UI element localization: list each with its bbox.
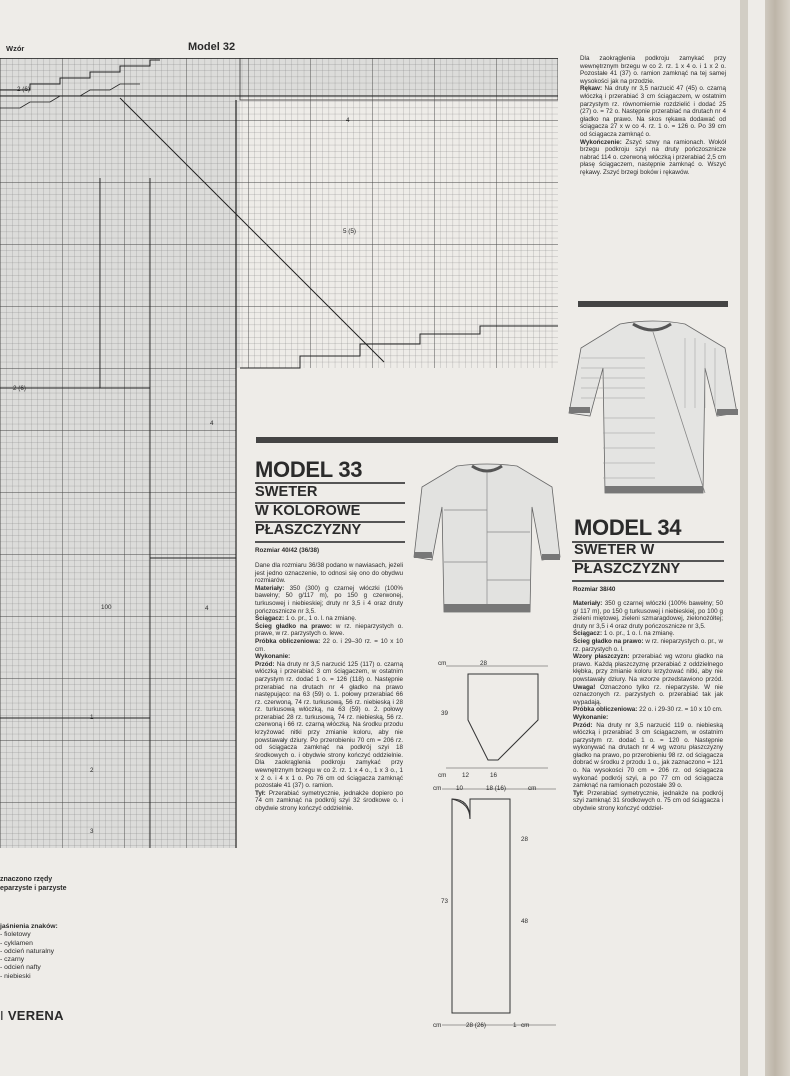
model-34-subtitle: SWETER W [574, 542, 655, 558]
back-label: Tył: [573, 789, 584, 797]
sleeve-schematic [438, 660, 558, 770]
dim-width: 28 (26) [466, 1022, 486, 1029]
front: Na druty nr 3,5 narzucić 125 (117) o. czarną włóczką i przerabiać 3 cm ściągaczem, w ostatnim parzystym rz. dodać 1 o. = 126 (118) o. Następnie przerabiać na drutach nr 4 gładko na prawo następująco: na 63 (59) o. 1. połowy przerabiać 66 rz. czerwoną, 74 rz. turkusową, 56 rz. niebieską i 28 rz. turkusową włóczką, na 63 (59) o. 2. połowy przerabiać 28 rz. turkusową, 74 rz. niebieską, 56 rz. czerwoną i 66 rz. czarną włóczką. Na środku przodu krzyżować nitki przy zmianie koloru, aby nie powstawały dziury. Po przerobieniu 70 cm = 206 rz. od ściągacza zamknąć na podkrój szyi 18 środkowych o. i obydwie strony kończyć oddzielnie. Dla zaokrąglenia podkroju zamykać przy wewnętrznym brzegu w co 2. rz. 1 x 4 o., 1 x 3 o., 1 x 2 o. i 4 x 1 o. Po 76 cm od ściągacza zamknąć pozostałe 41 (37) o. ramion. [255, 660, 404, 790]
instructions-label: Wykonanie: [255, 653, 291, 661]
legend-note [0, 875, 130, 893]
legend-item: - niebieski [0, 972, 31, 980]
gauge-label: Próbka obliczeniowa: [255, 637, 321, 645]
back: Przerabiać symetrycznie, jednakże na podkrój szyi zamknąć 31 środkowych o. 75 cm od ściągacza i obydwie strony kończyć oddziel- [573, 789, 723, 813]
dim-width: 18 (16) [486, 785, 506, 792]
dim-number: 1 [513, 1022, 517, 1029]
model-33-text [255, 562, 403, 813]
model-34-text [573, 600, 723, 813]
section-rule [578, 301, 728, 307]
dim-height: 28 [521, 836, 529, 843]
chart-label: 4 [210, 420, 214, 427]
model-33-subtitle: W KOLOROWE [255, 503, 361, 519]
chart-label: 2 (6) [13, 385, 26, 392]
title-underline [255, 541, 405, 543]
model-33-title: MODEL 33 [255, 457, 363, 482]
legend-item: - odcień nafty [0, 964, 41, 972]
dim-unit: cm [528, 785, 537, 792]
intro: Dane dla rozmiaru 36/38 podano w nawiasach, jeżeli jest jedno oznaczenie, to odnosi się ono do obydwu rozmiarów. [255, 562, 403, 585]
model-32-label: Model 32 [188, 41, 236, 53]
chart-label: 2 (6) [17, 86, 30, 93]
chart-label: 2 [90, 767, 94, 774]
front-label: Przód: [573, 721, 593, 729]
brand-name: VERENA [7, 1008, 64, 1023]
gauge-label: Próbka obliczeniowa: [573, 706, 638, 714]
dim-width: 12 [462, 772, 470, 779]
legend-heading: jaśnienia znaków: [0, 923, 58, 930]
materials: 350 (300) g czarnej włóczki (100% bawełny; 50 g/117 m), po 150 g czerwonej, turkusowej i niebieskiej; druty nr 3,5 i 4 oraz druty pończosznicze nr 3,5. [255, 584, 404, 615]
model-33-subtitle: SWETER [255, 484, 318, 500]
legend-note-line: eparzyste i parzyste [0, 885, 67, 892]
gauge: 22 o. i 29–30 rz. = 10 x 10 cm. [255, 637, 403, 653]
back-label: Tył: [255, 789, 266, 797]
dim-width: 28 [480, 660, 488, 667]
legend-item: - cyklamen [0, 939, 33, 947]
back: Przerabiać symetrycznie, jednakże dopiero po 74 cm zamknąć na podkrój szyi 32 środkowe o. i obydwie strony kończyć oddzielnie. [255, 789, 403, 812]
ribbing: 1 o. pr., 1 o. l. na zmianę. [285, 615, 357, 623]
front: Na druty nr 3,5 narzucić 119 o. niebieską włóczką i przerabiać 3 cm ściągaczem, w ostatnim parzystym rz. dodać 1 o. = 120 o. Następnie wykonywać na drutach nr 4 wg wzoru płaszczyzny gładko na prawo, po przerobieniu 98 rz. od ściągacza dobrać w środku z przodu 1 o., jak zaznaczono = 121 o. Na wysokości 70 cm = 206 rz. od ściągacza wykonać podkrój szyi, a po 77 cm od ściągacza zamknąć na ramionach pozostałe 39 o. [573, 721, 724, 790]
ribbing-label: Ściągacz: [255, 615, 285, 623]
model-33-size: Rozmiar 40/42 (36/38) [255, 547, 320, 554]
sleeve-label: Rękaw: [580, 85, 603, 93]
dim-width: 16 [490, 772, 498, 779]
dim-unit: cm [433, 1022, 442, 1029]
instructions-label: Wykonanie: [573, 713, 609, 721]
legend-item: - fioletowy [0, 931, 31, 939]
brand-footer: I VERENA [0, 1008, 64, 1023]
body-schematic [440, 785, 560, 1030]
note-label: Uwaga! [573, 683, 596, 691]
chart-label: 4 [346, 117, 350, 124]
dim-height: 48 [521, 918, 529, 925]
ribbing: 1 o. pr., 1 o. l. na zmianę. [603, 630, 675, 638]
stitch-label: Ścieg gładko na prawo: [573, 637, 644, 645]
sleeve: Na druty nr 3,5 narzucić 47 (45) o. czarną włóczką i przerabiać 3 cm ściągaczem, w ostatnim parzystym rz. równomiernie rozdzielić i dodać 25 (27) o. = 72 o. Następnie przerabiać na drutach nr 4 gładko na prawo. Na skos rękawa dodawać od ściągacza 27 x w co 4. rz. 1 o. = 126 o. Po 39 cm od ściągacza zamknąć o. [580, 85, 727, 138]
model-34-size: Rozmiar 38/40 [573, 586, 616, 593]
dim-width: 10 [456, 785, 464, 792]
dim-unit: cm [438, 660, 447, 667]
page-edge [765, 0, 790, 1076]
chart-label: 100 [101, 604, 112, 611]
materials-label: Materiały: [255, 584, 285, 592]
ribbing-label: Ściągacz: [573, 630, 603, 638]
legend-note-line: znaczono rzędy [0, 876, 53, 883]
finishing-label: Wykończenie: [580, 138, 622, 146]
model-33-sweater-illustration [412, 462, 562, 622]
model-34-subtitle: PŁASZCZYZNY [574, 561, 681, 577]
dim-unit: cm [433, 785, 442, 792]
stitch: w rz. nieparzystych o. prawe, w rz. parzystych o. lewe. [255, 622, 403, 638]
legend [0, 923, 130, 981]
front-label: Przód: [255, 660, 275, 668]
neckline: Dla zaokrąglenia podkroju zamykać przy wewnętrznym brzegu w co 2. rz. 1 x 4 o. i 1 x 2 o. Pozostałe 41 (37) o. ramion zamknąć na tej samej wysokości jak na przodzie. [580, 55, 726, 85]
dim-height: 39 [441, 710, 449, 717]
note: Oznaczono tylko rz. nieparzyste. W nie oznaczonych rz. parzystych o. przerabiać tak jak wypadają. [573, 683, 724, 706]
section-rule [256, 437, 558, 443]
dim-unit: cm [521, 1022, 530, 1029]
model-33-subtitle: PŁASZCZYZNY [255, 522, 362, 538]
stitch-label: Ścieg gładko na prawo: [255, 622, 332, 630]
pattern-label: Wzór [6, 44, 25, 53]
chart-label: 3 [90, 828, 94, 835]
title-underline [572, 580, 724, 582]
gauge: 22 o. i 29-30 rz. = 10 x 10 cm. [639, 706, 723, 714]
patterns-label: Wzory płaszczyzn: [573, 653, 630, 661]
dim-unit: cm [438, 772, 447, 779]
materials-label: Materiały: [573, 600, 603, 607]
legend-item: - odcień naturalny [0, 947, 55, 955]
legend-item: - czarny [0, 956, 25, 964]
patterns: przerabiać wg wzoru gładko na prawo. Każdą płaszczyznę przerabiać z oddzielnego kłębka, przy zmianie koloru krzyżować nitki, aby nie powstawały dziury. Na wzorze przedstawiono przód. [573, 653, 723, 683]
model-33-continued [580, 55, 726, 177]
materials: 350 g czarnej włóczki (100% bawełny; 50 g/ 117 m), po 150 g turkusowej i niebieskiej, po 100 g zieleni miętowej, zieleni szmaragdowej, zielonożółtej; druty nr 3,5 i 4 oraz druty pończosznicze nr 3,5. [573, 600, 724, 630]
finishing: Zszyć szwy na ramionach. Wokół brzegu podkroju szyi na druty pończosznicze nabrać 114 o. czerwoną włóczką i przerabiać 2,5 cm płasę ściągaczem, następnie zamknąć o. Wszyć rękawy. Zszyć brzegi boków i rękawów. [580, 138, 727, 176]
dim-height: 73 [441, 898, 449, 905]
model-34-sweater-illustration [565, 318, 740, 498]
chart-label: 4 [205, 605, 209, 612]
model-34-title: MODEL 34 [574, 515, 682, 540]
page-gutter [740, 0, 748, 1076]
chart-label: 5 (5) [343, 228, 356, 235]
stitch: w rz. nieparzystych o. pr., w rz. parzystych o. l. [573, 637, 723, 653]
chart-label: 1 [90, 714, 94, 721]
